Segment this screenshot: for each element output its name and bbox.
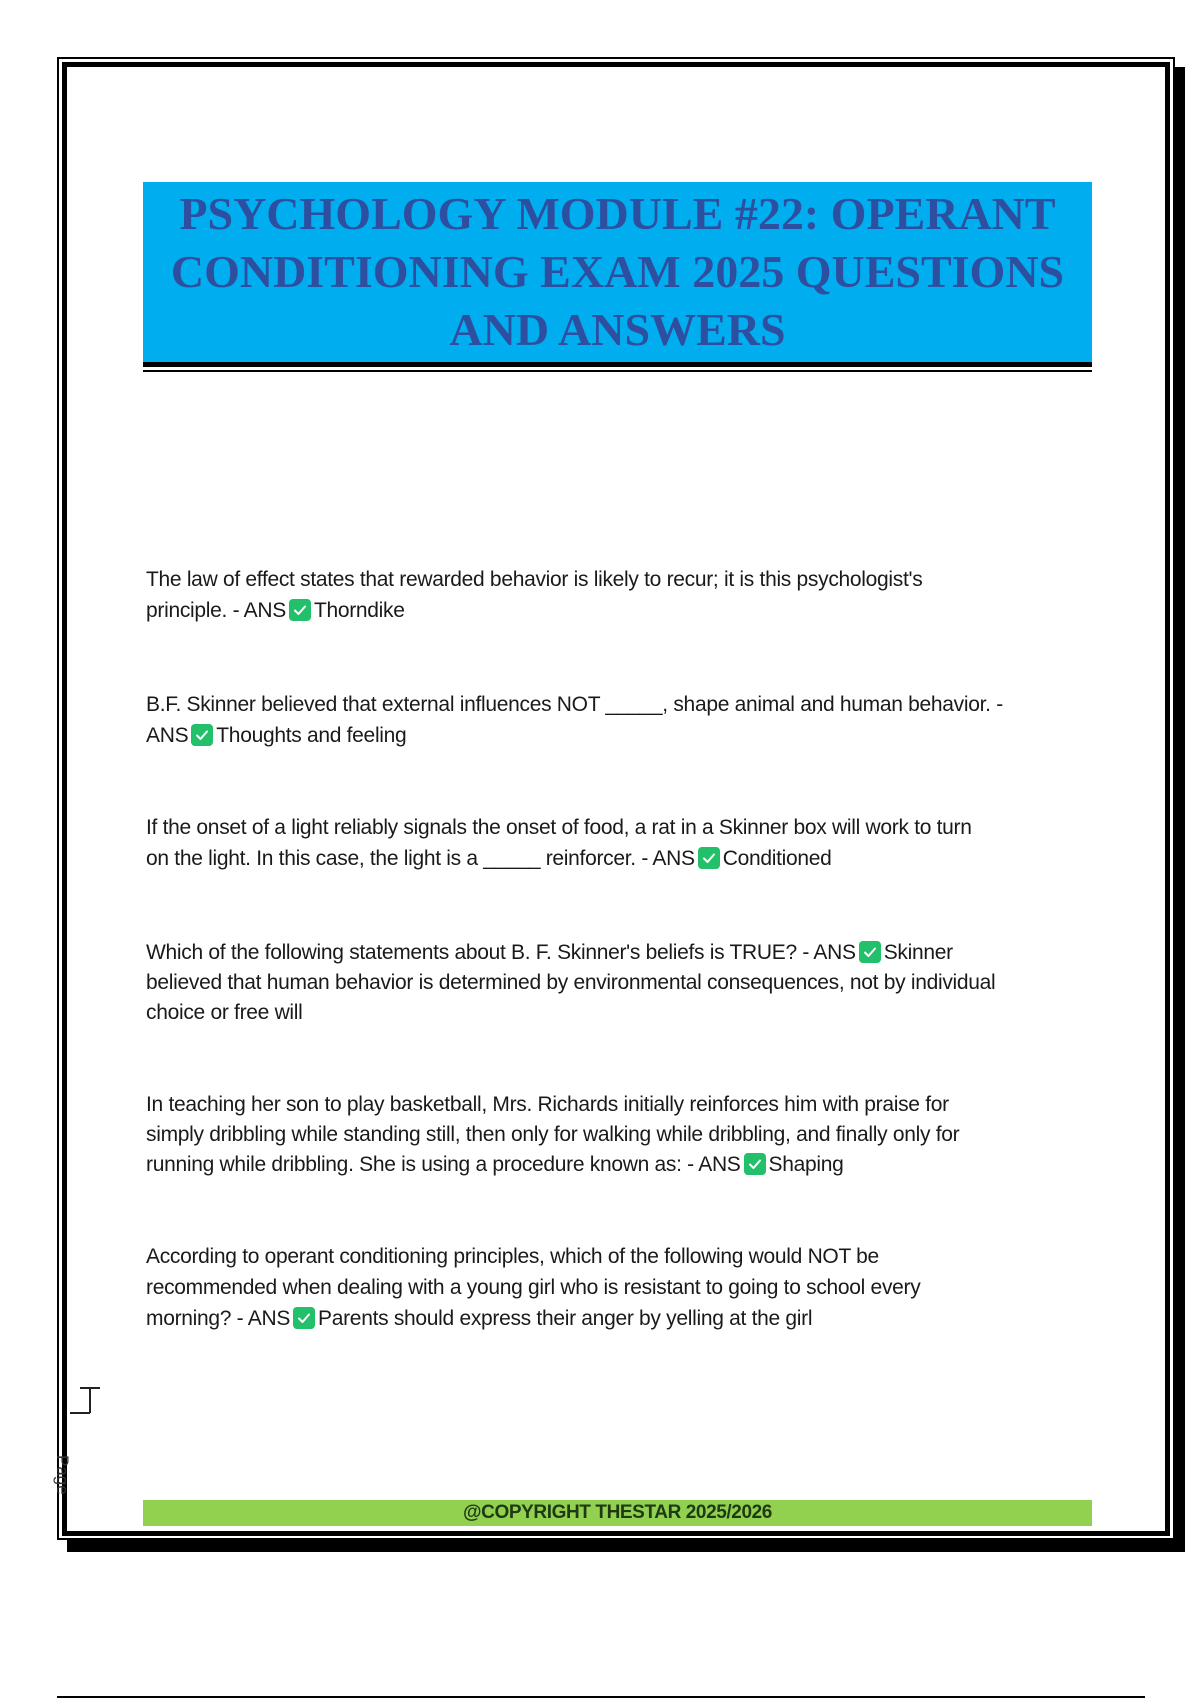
check-mark-icon [191, 724, 213, 746]
answer-text: Skinner [883, 941, 953, 964]
answer-text: Conditioned [722, 847, 832, 870]
question-item-3 [146, 812, 1091, 874]
title-line-2: CONDITIONING EXAM 2025 QUESTIONS [170, 246, 1065, 297]
answer-text: Thoughts and feeling [216, 724, 407, 747]
question-item-5 [146, 1090, 1091, 1180]
question-text: running while dribbling. She is using a procedure known as: - ANS [146, 1153, 741, 1176]
question-text: morning? - ANS [146, 1307, 291, 1330]
title-banner [143, 182, 1092, 362]
side-page-label [53, 1385, 110, 1495]
question-text: recommended when dealing with a young girl who is resistant to going to school every [146, 1276, 921, 1299]
question-text: Which of the following statements about B. F. Skinner's beliefs is TRUE? - ANS [146, 941, 856, 964]
check-mark-icon [698, 847, 720, 869]
footer-bar [143, 1500, 1092, 1526]
question-text: According to operant conditioning principles, which of the following would NOT be [146, 1245, 879, 1268]
question-item-6 [146, 1241, 1091, 1334]
question-text: B.F. Skinner believed that external influences NOT _____, shape animal and human behavior. - [146, 693, 1003, 716]
title-line-3: AND ANSWERS [449, 304, 786, 355]
question-text: In teaching her son to play basketball, Mrs. Richards initially reinforces him with praise for [146, 1093, 949, 1116]
title-underline-thin [143, 370, 1092, 372]
answer-text-continued: choice or free will [146, 1001, 303, 1024]
answer-text: Parents should express their anger by yelling at the girl [318, 1307, 813, 1330]
page-number-glyph [70, 1412, 90, 1414]
question-text: The law of effect states that rewarded behavior is likely to recur; it is this psychologist's [146, 568, 923, 591]
footer-copyright: @COPYRIGHT THESTAR 2025/2026 [463, 1502, 772, 1523]
question-item-1 [146, 564, 1091, 626]
question-text: If the onset of a light reliably signals the onset of food, a rat in a Skinner box will work to turn [146, 816, 972, 839]
question-text: simply dribbling while standing still, then only for walking while dribbling, and finally only for [146, 1123, 960, 1146]
question-text: principle. - ANS [146, 599, 286, 622]
check-mark-icon [744, 1153, 766, 1175]
question-text: ANS [146, 724, 189, 747]
answer-text: Shaping [768, 1153, 844, 1176]
document-title [165, 185, 1070, 359]
question-item-2 [146, 689, 1091, 751]
page-label: Page [53, 1455, 72, 1495]
question-text: on the light. In this case, the light is a _____ reinforcer. - ANS [146, 847, 695, 870]
answer-text: Thorndike [313, 599, 405, 622]
answer-text-continued: believed that human behavior is determined by environmental consequences, not by individual [146, 971, 996, 994]
check-mark-icon [293, 1307, 315, 1329]
title-underline-thick [143, 362, 1092, 367]
title-line-1: PSYCHOLOGY MODULE #22: OPERANT [179, 188, 1056, 239]
check-mark-icon [859, 941, 881, 963]
check-mark-icon [289, 599, 311, 621]
question-item-4 [146, 938, 1091, 1028]
bottom-divider [57, 1696, 1145, 1698]
page-number-glyph [89, 1387, 91, 1413]
